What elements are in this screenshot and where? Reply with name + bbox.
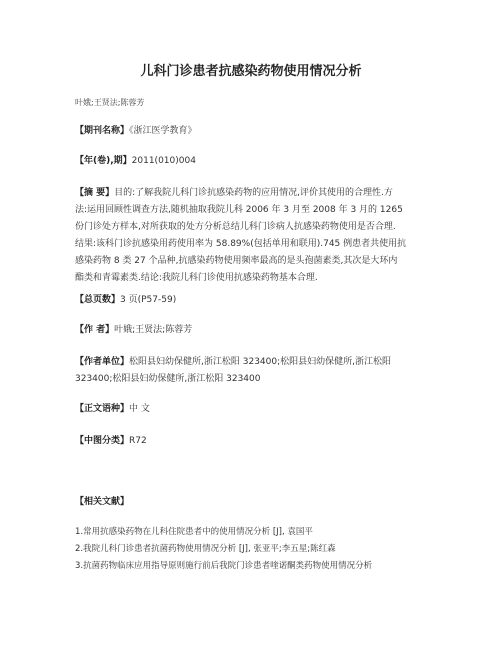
language-value: 中 文 <box>129 404 150 414</box>
reference-item[interactable]: 2.我院儿科门诊患者抗菌药物使用情况分析 [J], 张亚平;李五星;陈红森 <box>75 544 336 554</box>
language-field <box>75 403 150 416</box>
abstract-line: 感染药物 8 类 27 个品种,抗感染药物使用频率最高的是头孢菌素类,其次是大环内 <box>75 256 398 266</box>
classification-value: R72 <box>129 436 147 446</box>
references-label: 【相关文献】 <box>75 497 130 507</box>
pages-label: 【总页数】 <box>75 295 121 305</box>
reference-item[interactable]: 3.抗菌药物临床应用指导原则施行前后我院门诊患者喹诺酮类药物使用情况分析 <box>75 561 373 571</box>
abstract-label: 【摘 要】 <box>75 188 115 198</box>
year-issue-field <box>75 155 196 168</box>
reference-item[interactable]: 1.常用抗感染药物在儿科住院患者中的使用情况分析 [J], 袁国平 <box>75 527 313 537</box>
language-label: 【正文语种】 <box>75 404 130 414</box>
year-issue-value: 2011(010)004 <box>131 156 196 166</box>
journal-value: 《浙江医学教育》 <box>129 126 197 136</box>
affiliation-field <box>75 354 435 388</box>
abstract-line: 【摘 要】目的:了解我院儿科门诊抗感染药物的应用情况,评价其使用的合理性.方 <box>75 188 393 198</box>
author-value: 叶娥;王贤法;陈蓉芳 <box>114 325 193 335</box>
references-list <box>75 524 435 575</box>
author-field <box>75 324 192 337</box>
classification-label: 【中图分类】 <box>75 436 130 446</box>
abstract-line: 结果:该科门诊抗感染用药使用率为 58.89%(包括单用和联用).745 例患者共使用抗 <box>75 239 407 249</box>
document-title: 儿科门诊患者抗感染药物使用情况分析 <box>140 64 362 79</box>
references-heading <box>75 496 129 509</box>
pages-value: 3 页(P57-59) <box>120 295 177 305</box>
abstract-line: 酯类和青霉素类.结论:我院儿科门诊使用抗感染药物基本合理. <box>75 273 318 283</box>
author-label: 【作 者】 <box>75 325 115 335</box>
journal-label: 【期刊名称】 <box>75 126 130 136</box>
abstract-line: 法:运用回顾性调查方法,随机抽取我院儿科 2006 年 3 月至 2008 年 3 月的 1265 <box>75 205 403 215</box>
pages-field <box>75 294 176 307</box>
journal-field <box>75 125 197 138</box>
affiliation-label: 【作者单位】 <box>75 357 130 367</box>
affiliation-value: 松阳县妇幼保健所,浙江松阳 323400;松阳县妇幼保健所,浙江松阳 <box>129 357 391 367</box>
affiliation-value-cont: 323400;松阳县妇幼保健所,浙江松阳 323400 <box>75 374 261 384</box>
abstract-line: 份门诊处方样本,对所获取的处方分析总结儿科门诊病人抗感染药物使用是否合理. <box>75 222 396 232</box>
abstract-field <box>75 185 435 287</box>
year-issue-label: 【年(卷),期】 <box>75 156 132 166</box>
authors-line: 叶娥;王贤法;陈蓉芳 <box>75 98 145 107</box>
classification-field <box>75 435 147 448</box>
